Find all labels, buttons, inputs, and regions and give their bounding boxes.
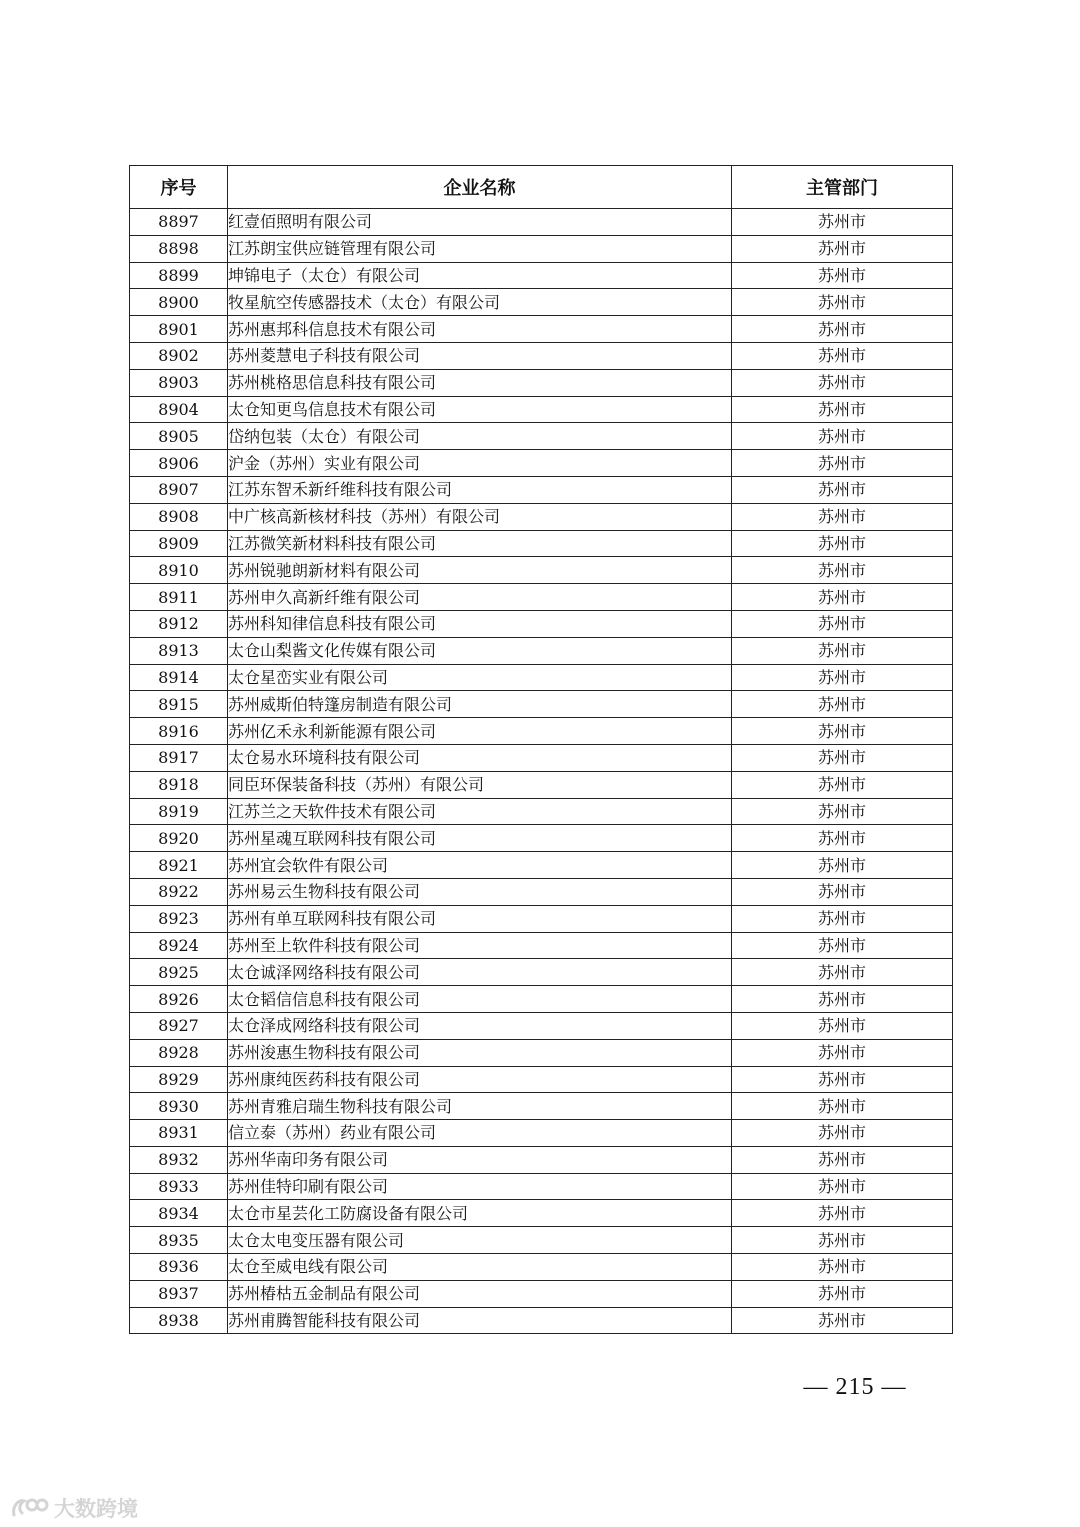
table-row xyxy=(130,878,953,905)
serial-number-cell: 8936 xyxy=(130,1254,228,1281)
serial-number-cell: 8919 xyxy=(130,798,228,825)
company-name-cell: 苏州浚惠生物科技有限公司 xyxy=(228,1039,732,1066)
table-row xyxy=(130,932,953,959)
department-cell: 苏州市 xyxy=(732,1039,953,1066)
table-row xyxy=(130,1093,953,1120)
company-name-cell: 太仓至威电线有限公司 xyxy=(228,1254,732,1281)
company-name-cell: 苏州甫腾智能科技有限公司 xyxy=(228,1307,732,1334)
serial-number-cell: 8903 xyxy=(130,369,228,396)
department-cell: 苏州市 xyxy=(732,691,953,718)
table-row xyxy=(130,423,953,450)
company-name-cell: 太仓泽成网络科技有限公司 xyxy=(228,1012,732,1039)
table-row xyxy=(130,289,953,316)
table-body xyxy=(130,209,953,1334)
company-name-cell: 苏州星魂互联网科技有限公司 xyxy=(228,825,732,852)
header-company-name: 企业名称 xyxy=(228,166,732,209)
company-name-cell: 苏州威斯伯特篷房制造有限公司 xyxy=(228,691,732,718)
department-cell: 苏州市 xyxy=(732,209,953,236)
enterprise-table xyxy=(129,165,953,1334)
company-name-cell: 同臣环保装备科技（苏州）有限公司 xyxy=(228,771,732,798)
table-row xyxy=(130,235,953,262)
serial-number-cell: 8926 xyxy=(130,986,228,1013)
table-row xyxy=(130,1066,953,1093)
department-cell: 苏州市 xyxy=(732,530,953,557)
serial-number-cell: 8897 xyxy=(130,209,228,236)
department-cell: 苏州市 xyxy=(732,503,953,530)
serial-number-cell: 8931 xyxy=(130,1120,228,1147)
department-cell: 苏州市 xyxy=(732,262,953,289)
company-name-cell: 苏州至上软件科技有限公司 xyxy=(228,932,732,959)
company-name-cell: 苏州申久高新纤维有限公司 xyxy=(228,584,732,611)
department-cell: 苏州市 xyxy=(732,1093,953,1120)
department-cell: 苏州市 xyxy=(732,664,953,691)
watermark xyxy=(10,1493,138,1523)
serial-number-cell: 8929 xyxy=(130,1066,228,1093)
table-row xyxy=(130,209,953,236)
company-name-cell: 苏州易云生物科技有限公司 xyxy=(228,878,732,905)
department-cell: 苏州市 xyxy=(732,718,953,745)
department-cell: 苏州市 xyxy=(732,798,953,825)
table-row xyxy=(130,771,953,798)
company-name-cell: 苏州亿禾永利新能源有限公司 xyxy=(228,718,732,745)
serial-number-cell: 8922 xyxy=(130,878,228,905)
company-name-cell: 苏州佳特印刷有限公司 xyxy=(228,1173,732,1200)
company-name-cell: 太仓山梨酱文化传媒有限公司 xyxy=(228,637,732,664)
company-name-cell: 太仓市星芸化工防腐设备有限公司 xyxy=(228,1200,732,1227)
company-name-cell: 岱纳包装（太仓）有限公司 xyxy=(228,423,732,450)
table-row xyxy=(130,744,953,771)
brand-logo-icon xyxy=(10,1495,50,1521)
serial-number-cell: 8913 xyxy=(130,637,228,664)
table-row xyxy=(130,342,953,369)
department-cell: 苏州市 xyxy=(732,289,953,316)
company-name-cell: 中广核高新核材科技（苏州）有限公司 xyxy=(228,503,732,530)
table-row xyxy=(130,476,953,503)
serial-number-cell: 8923 xyxy=(130,905,228,932)
department-cell: 苏州市 xyxy=(732,852,953,879)
department-cell: 苏州市 xyxy=(732,450,953,477)
table-row xyxy=(130,664,953,691)
department-cell: 苏州市 xyxy=(732,905,953,932)
table-row xyxy=(130,825,953,852)
serial-number-cell: 8908 xyxy=(130,503,228,530)
serial-number-cell: 8907 xyxy=(130,476,228,503)
table-row xyxy=(130,905,953,932)
department-cell: 苏州市 xyxy=(732,986,953,1013)
table-row xyxy=(130,1254,953,1281)
table-row xyxy=(130,450,953,477)
serial-number-cell: 8917 xyxy=(130,744,228,771)
serial-number-cell: 8898 xyxy=(130,235,228,262)
serial-number-cell: 8927 xyxy=(130,1012,228,1039)
table-row xyxy=(130,637,953,664)
department-cell: 苏州市 xyxy=(732,423,953,450)
serial-number-cell: 8924 xyxy=(130,932,228,959)
table-row xyxy=(130,718,953,745)
company-name-cell: 苏州锐驰朗新材料有限公司 xyxy=(228,557,732,584)
table-row xyxy=(130,1173,953,1200)
table-row xyxy=(130,503,953,530)
serial-number-cell: 8905 xyxy=(130,423,228,450)
company-name-cell: 苏州惠邦科信息技术有限公司 xyxy=(228,316,732,343)
department-cell: 苏州市 xyxy=(732,557,953,584)
department-cell: 苏州市 xyxy=(732,771,953,798)
serial-number-cell: 8937 xyxy=(130,1280,228,1307)
serial-number-cell: 8902 xyxy=(130,342,228,369)
serial-number-cell: 8901 xyxy=(130,316,228,343)
department-cell: 苏州市 xyxy=(732,610,953,637)
table-row xyxy=(130,798,953,825)
company-name-cell: 江苏朗宝供应链管理有限公司 xyxy=(228,235,732,262)
company-name-cell: 沪金（苏州）实业有限公司 xyxy=(228,450,732,477)
serial-number-cell: 8928 xyxy=(130,1039,228,1066)
company-name-cell: 牧星航空传感器技术（太仓）有限公司 xyxy=(228,289,732,316)
department-cell: 苏州市 xyxy=(732,1146,953,1173)
company-name-cell: 苏州椿枯五金制品有限公司 xyxy=(228,1280,732,1307)
header-department: 主管部门 xyxy=(732,166,953,209)
department-cell: 苏州市 xyxy=(732,1280,953,1307)
department-cell: 苏州市 xyxy=(732,1066,953,1093)
serial-number-cell: 8912 xyxy=(130,610,228,637)
table-row xyxy=(130,1039,953,1066)
table-row xyxy=(130,852,953,879)
table-row xyxy=(130,1146,953,1173)
table-row xyxy=(130,262,953,289)
department-cell: 苏州市 xyxy=(732,1120,953,1147)
department-cell: 苏州市 xyxy=(732,744,953,771)
serial-number-cell: 8921 xyxy=(130,852,228,879)
department-cell: 苏州市 xyxy=(732,825,953,852)
company-name-cell: 苏州宜会软件有限公司 xyxy=(228,852,732,879)
company-name-cell: 苏州科知律信息科技有限公司 xyxy=(228,610,732,637)
company-name-cell: 江苏东智禾新纤维科技有限公司 xyxy=(228,476,732,503)
department-cell: 苏州市 xyxy=(732,369,953,396)
company-name-cell: 坤锦电子（太仓）有限公司 xyxy=(228,262,732,289)
table-row xyxy=(130,959,953,986)
table-row xyxy=(130,1012,953,1039)
department-cell: 苏州市 xyxy=(732,1173,953,1200)
serial-number-cell: 8925 xyxy=(130,959,228,986)
department-cell: 苏州市 xyxy=(732,396,953,423)
company-name-cell: 苏州有单互联网科技有限公司 xyxy=(228,905,732,932)
table-row xyxy=(130,986,953,1013)
serial-number-cell: 8930 xyxy=(130,1093,228,1120)
department-cell: 苏州市 xyxy=(732,959,953,986)
company-name-cell: 江苏微笑新材料科技有限公司 xyxy=(228,530,732,557)
table-row xyxy=(130,1227,953,1254)
table-row xyxy=(130,1307,953,1334)
serial-number-cell: 8920 xyxy=(130,825,228,852)
company-name-cell: 苏州青雅启瑞生物科技有限公司 xyxy=(228,1093,732,1120)
serial-number-cell: 8935 xyxy=(130,1227,228,1254)
serial-number-cell: 8910 xyxy=(130,557,228,584)
table-row xyxy=(130,530,953,557)
serial-number-cell: 8911 xyxy=(130,584,228,611)
serial-number-cell: 8900 xyxy=(130,289,228,316)
serial-number-cell: 8909 xyxy=(130,530,228,557)
company-name-cell: 信立泰（苏州）药业有限公司 xyxy=(228,1120,732,1147)
department-cell: 苏州市 xyxy=(732,342,953,369)
company-name-cell: 江苏兰之天软件技术有限公司 xyxy=(228,798,732,825)
company-name-cell: 太仓知更鸟信息技术有限公司 xyxy=(228,396,732,423)
company-name-cell: 红壹佰照明有限公司 xyxy=(228,209,732,236)
department-cell: 苏州市 xyxy=(732,316,953,343)
table-row xyxy=(130,610,953,637)
department-cell: 苏州市 xyxy=(732,1254,953,1281)
serial-number-cell: 8904 xyxy=(130,396,228,423)
table-row xyxy=(130,369,953,396)
company-name-cell: 太仓太电变压器有限公司 xyxy=(228,1227,732,1254)
serial-number-cell: 8914 xyxy=(130,664,228,691)
table-row xyxy=(130,691,953,718)
company-name-cell: 太仓诚泽网络科技有限公司 xyxy=(228,959,732,986)
department-cell: 苏州市 xyxy=(732,584,953,611)
company-name-cell: 苏州康纯医药科技有限公司 xyxy=(228,1066,732,1093)
department-cell: 苏州市 xyxy=(732,235,953,262)
department-cell: 苏州市 xyxy=(732,1307,953,1334)
serial-number-cell: 8916 xyxy=(130,718,228,745)
table-row xyxy=(130,1200,953,1227)
serial-number-cell: 8934 xyxy=(130,1200,228,1227)
department-cell: 苏州市 xyxy=(732,1200,953,1227)
serial-number-cell: 8938 xyxy=(130,1307,228,1334)
department-cell: 苏州市 xyxy=(732,476,953,503)
department-cell: 苏州市 xyxy=(732,932,953,959)
department-cell: 苏州市 xyxy=(732,878,953,905)
company-name-cell: 苏州华南印务有限公司 xyxy=(228,1146,732,1173)
serial-number-cell: 8899 xyxy=(130,262,228,289)
table-row xyxy=(130,584,953,611)
table-row xyxy=(130,396,953,423)
serial-number-cell: 8933 xyxy=(130,1173,228,1200)
department-cell: 苏州市 xyxy=(732,1227,953,1254)
company-name-cell: 太仓易水环境科技有限公司 xyxy=(228,744,732,771)
table-row xyxy=(130,1120,953,1147)
company-name-cell: 苏州菱慧电子科技有限公司 xyxy=(228,342,732,369)
serial-number-cell: 8932 xyxy=(130,1146,228,1173)
serial-number-cell: 8915 xyxy=(130,691,228,718)
header-serial-number: 序号 xyxy=(130,166,228,209)
department-cell: 苏州市 xyxy=(732,1012,953,1039)
company-name-cell: 太仓韬信信息科技有限公司 xyxy=(228,986,732,1013)
department-cell: 苏州市 xyxy=(732,637,953,664)
watermark-text: 大数跨境 xyxy=(54,1497,138,1521)
table-header-row xyxy=(130,166,953,209)
serial-number-cell: 8918 xyxy=(130,771,228,798)
company-name-cell: 太仓星峦实业有限公司 xyxy=(228,664,732,691)
table-row xyxy=(130,557,953,584)
serial-number-cell: 8906 xyxy=(130,450,228,477)
page-number: — 215 — xyxy=(803,1374,907,1400)
table-row xyxy=(130,1280,953,1307)
table-row xyxy=(130,316,953,343)
company-name-cell: 苏州桃格思信息科技有限公司 xyxy=(228,369,732,396)
